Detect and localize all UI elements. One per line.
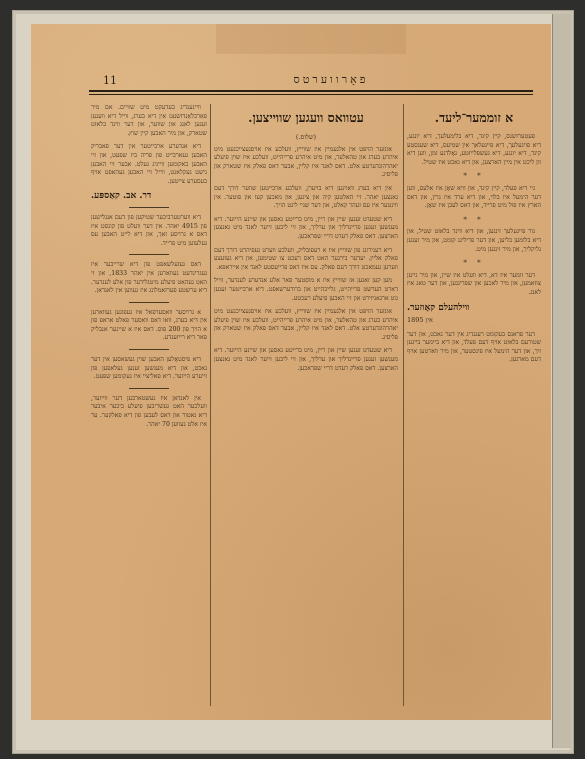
running-title: פאָרווערטס — [293, 73, 369, 86]
article-title: עטוואס וועגען שווייצען. — [248, 110, 364, 125]
poem-title: א זוממער־ליעד. — [434, 110, 514, 125]
section-rule — [129, 349, 169, 350]
paper-stain — [216, 24, 406, 54]
section-rule — [129, 254, 169, 255]
column-middle — [214, 104, 398, 706]
poem-stanza: פעטערזשנס, קיין קינד, דיא בלימעלעך, דיא יונגע, דיא פויגעלעך, דיא פייגעלאך אין שמיעס, דיא שענסטע קינד, דיא יונגע, דיא געשפּלייזטע, גאָלדנע זמן, ווען דיא זון ליכט אין מיין הארצען, און דיא נאכט איז שטיל. — [407, 133, 541, 166]
column-divider — [210, 104, 211, 706]
article-paragraph: אונזער הויפּט אין אלגעמיין איז שווייץ, וועלכע איז אויסגעצייכנעט מיט איהרע בערג און טהאלער, און מיט איהרע פרייהייט, וועלכע איז שוין פיעלע יאהרהונדערטע אלט. דאס לאנד איז קליין, אבער דאס פאלק איז שטארק און פליסיג. — [214, 145, 398, 179]
stanza-separator: * * — [463, 259, 485, 268]
news-item: דיא ווערטערביכער שטיקען פון דעם אנגלישען פון 4915 יאהר. אין דער וועלט פון קונסט איז דאס א גרויסע זאך, און דיא לייט האבען עס געלעזען מיט פרייד. — [91, 213, 207, 247]
section-rule — [129, 302, 169, 303]
column-left — [91, 104, 207, 706]
author-signature: דר. אב. קאַספּע. — [91, 191, 152, 202]
article-paragraph: דיא אנדערע ארבייטער אין דער פאבריק האבען געארבייט פון פריה ביז שפּעט, און זיי האבען באקומען ווייניג געלט. אבער זיי האבען נישט געקלאגט, ווייל זיי האבען געהאפט אויף בעסערע צייטען. — [91, 143, 207, 185]
author-signature: ווילהעלם קאָוזער. — [407, 302, 470, 313]
article-paragraph: דיא שטעדט זענען שיין און ריין, מיט ברייטע גאסען און שיינע הייזער. דיא מענשען זענען פריינדליך און ערליך, און זיי ליבען זייער לאנד מיט גאנצען הארצען. דאס פאלק רעדט דריי שפראכען. — [214, 347, 398, 372]
header-rule-thin — [89, 94, 533, 95]
stanza-separator: * * — [463, 215, 485, 224]
article-paragraph: מען קען זאגען אז שווייץ איז א מוסטער פאר אלע אנדערע לענדער, ווייל דארט הערשט פרייהייט, גלייכהייט און ברודערשאפט. דיא ארבייטער זענען גוט ארגאניזירט און זיי האבען פיעלע רעכטע. — [214, 277, 398, 302]
article-subtitle: (שלוס.) — [295, 133, 317, 141]
poem-stanza: דער פראנס בעקומט רעגנדיג אין דער נאכט, און דער שטורעם בלאזט אויף דעם פעלד, און דיא ביימער בייגען זיך, און דער הימעל איז פינסטער, און מיר ווארטען אויף דעם מארגען. — [407, 330, 541, 364]
news-item: דאס געזעלשאפט פון דיא שרייבער איז געגרינדעט געווארען אין יאהר 1833, און זי האט געהאט פיעלע מיטגלידער פון אלע לענדער. דיא ערשטע פערזאמלונג איז געווען אין לאנדאן. — [91, 261, 207, 295]
article-paragraph: וויינענדיג בעדעקט מיט שוויים. אם מיר פאַרבלאַנדזשעט אין דיא בערג, ווייל דיא וועגען זענען לאנג און שווער, און דער ווינד בלאזט שטארק, און מיר האבען קיין שוץ. — [91, 104, 207, 137]
news-item: אין לאנדאן איז געשטארבען דער ווייזער, וועלכער האט געשריבען פיעלע ביכער איבער דיא נאטור און דאס לעבען פון דיא פאלקער. ער איז אלט געווען 70 יאהר. — [91, 394, 207, 428]
column-divider — [403, 104, 404, 706]
section-rule — [129, 388, 169, 389]
poem-stanza: דער זומער איז דא, דיא וועלט איז שיין, און מיר גייען צוזאמען, און מיר לאכען און שפּרינגען, און דער טאג איז לאנג. — [407, 271, 541, 296]
newspaper-page — [31, 24, 551, 720]
article-paragraph: דיא שטעדט זענען שיין און ריין, מיט ברייטע גאסען און שיינע הייזער. דיא מענשען זענען פריינדליך און ערליך, און זיי ליבען זייער לאנד מיט גאנצען הארצען. דאס פאלק רעדט דריי שפראכען. — [214, 215, 398, 240]
article-paragraph: אין דיא בערג וואוינען דיא בויערן, וועלכע ארבייטען שווער דורך דעם גאנצען יאהר. זיי האלטען קיה און ציגען, און מאכען קעז און פוטער. אין ווינטער איז עס זעהר קאלט, און דער שניי ליגט הויך. — [214, 184, 398, 210]
article-paragraph: דיא רעגירונג פון שווייץ איז א רעפובליק, וועלכע ווערט געפיהרט דורך דעם פאלק אליין. יעדער בירגער האט דאס רעכט צו שטימען, און דיא געזעצע ווערען געמאכט דורך דעם פאלק. עס איז דאס פרייעסטע לאנד אין אייראפּא. — [214, 246, 398, 271]
section-rule — [129, 207, 169, 208]
news-item: א גרויסער וואסערפאל איז געפונען געווארען אין דיא בערג, וואו דאס וואסער פאלט אראפּ פון א הויך פון 200 פוס. דאס איז א שיינער אנבליק פאר דיא רייזענדע. — [91, 308, 207, 342]
poem-stanza: נור פייגעלעך זינגען, און דיא ווינד בלאזט שטיל, און דיא בלומען בליען, און דער פרילינג קומט, און מיר זענען גליקליך, און מיר זינגען מיט. — [407, 228, 541, 253]
mount-edge — [552, 14, 571, 748]
dateline: אין 1895 — [407, 316, 433, 325]
poem-stanza: גיי דיא פעלד, קיין קינד, און וויא שאָן איז אלעס, ווען דער הימעל איז בלוי, און דיא ערד איז גרין, און דאס הארץ איז פול מיט פרייד, און דאס לעבן איז שאָן. — [407, 184, 541, 210]
column-right — [407, 104, 541, 706]
stanza-separator: * * — [463, 172, 485, 181]
article-paragraph: אונזער הויפּט אין אלגעמיין איז שווייץ, וועלכע איז אויסגעצייכנעט מיט איהרע בערג און טהאלער, און מיט איהרע פרייהייט, וועלכע איז שוין פיעלע יאהרהונדערטע אלט. דאס לאנד איז קליין, אבער דאס פאלק איז שטארק און פליסיג. — [214, 308, 398, 341]
news-item: דיא פיסטאָלען האבען שוין געשאסען אין דער נאכט, און דיא מענשען זענען געלאפען פון זייערע הייזער. דיא פאליציי איז געקומען שפּעט. — [91, 356, 207, 381]
header-rule — [89, 90, 533, 92]
page-number: 11 — [103, 74, 117, 87]
